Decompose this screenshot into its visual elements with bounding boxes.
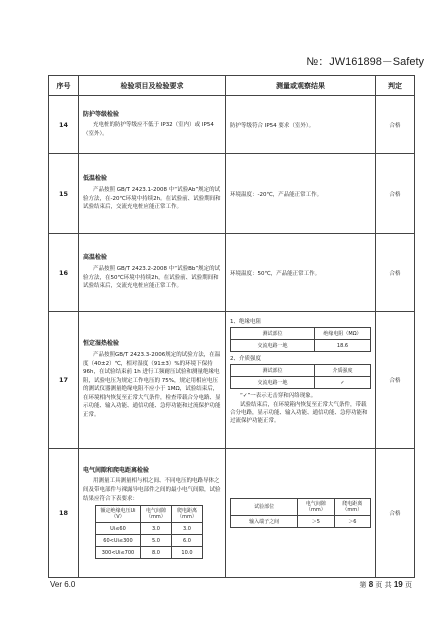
row-item — [79, 234, 226, 312]
req-voltage: Ui≤60 — [96, 523, 141, 535]
page-indicator — [359, 580, 412, 590]
dielectric-header-part: 测试部位 — [231, 365, 315, 377]
row-item — [79, 96, 226, 154]
row-result: 环境温度：50℃，产品能正常工作。 — [226, 234, 376, 312]
req-clearance: 3.0 — [140, 523, 171, 535]
document-number: №：JW161898－Safety — [306, 56, 424, 68]
row-result — [226, 312, 376, 449]
req-creepage: 6.0 — [171, 535, 202, 547]
row-no: 14 — [49, 96, 79, 154]
item-title: 电气间隙和爬电距离检验 — [83, 466, 150, 474]
meas-clearance: ＞5 — [298, 516, 334, 528]
page-prefix: 第 — [359, 581, 367, 589]
insulation-table — [230, 327, 371, 352]
insulation-title: 1、绝缘电阻 — [230, 319, 261, 325]
item-title: 恒定湿热检验 — [83, 340, 120, 348]
requirement-table — [95, 505, 203, 559]
row-verdict: 合格 — [376, 96, 415, 154]
inspection-table — [48, 75, 415, 578]
row-verdict: 合格 — [376, 154, 415, 234]
item-desc: 产品按照 GB/T 2423.2-2008 中“试验Bb”规定的试验方法，在50℃环境中持续2h，在试验前、试验期间和试验结束后，交流充电桩应能正常工作。 — [83, 265, 221, 290]
insulation-value: 18.6 — [315, 340, 371, 352]
item-title: 低温检验 — [83, 175, 108, 183]
header-result: 测量或观察结果 — [226, 76, 376, 96]
dielectric-table — [230, 364, 371, 389]
row-no: 15 — [49, 154, 79, 234]
meas-header-clearance: 电气间隙（mm） — [298, 499, 334, 516]
page-mid: 页 共 — [375, 581, 392, 589]
header-item: 检验项目及检验要求 — [79, 76, 226, 96]
table-row — [49, 449, 415, 578]
table-row — [49, 234, 415, 312]
row-result: 环境温度：-20℃，产品能正常工作。 — [226, 154, 376, 234]
row-verdict: 合格 — [376, 234, 415, 312]
page-total: 19 — [393, 580, 403, 589]
dielectric-header-value: 介质强度 — [315, 365, 371, 377]
meas-header-part: 试验部位 — [231, 499, 298, 516]
table-row — [49, 312, 415, 449]
row-no: 18 — [49, 449, 79, 578]
req-creepage: 3.0 — [171, 523, 202, 535]
table-row — [49, 96, 415, 154]
row-item — [79, 312, 226, 449]
row-result — [226, 449, 376, 578]
meas-creepage: ＞6 — [334, 516, 370, 528]
insulation-part: 交流电路一地 — [231, 340, 315, 352]
req-clearance: 8.0 — [140, 547, 171, 559]
item-title: 高温检验 — [83, 254, 108, 262]
item-desc: 充电桩的防护等级应不低于 IP32（室内）或 IP54（室外）。 — [83, 122, 214, 137]
meas-header-creepage: 爬电距离（mm） — [334, 499, 370, 516]
insulation-header-part: 测试部位 — [231, 328, 315, 340]
item-title: 防护等级检验 — [83, 110, 120, 118]
version-label: Ver 6.0 — [50, 580, 76, 589]
req-voltage: 60<Ui≤300 — [96, 535, 141, 547]
row-no: 16 — [49, 234, 79, 312]
row-item — [79, 154, 226, 234]
table-row — [49, 154, 415, 234]
item-desc: 产品按照 GB/T 2423.1-2008 中“试验Ab”规定的试验方法，在-20℃环境中持续2h。在试验前、试验期间和试验结束后，交流充电桩应能正常工作。 — [83, 186, 221, 211]
page-number: 8 — [368, 580, 374, 589]
req-header-clearance: 电气间隙（mm） — [140, 506, 171, 523]
meas-part: 输入端子之间 — [231, 516, 298, 528]
dielectric-note: “✓”一表示无击穿和闪络现象。 — [240, 393, 317, 399]
item-desc: 用测量工具测量相与相之间、不同电压的电路导体之间及带电部件与裸露导电部件之间的最小电气间隙，试验结果应符合下表要求： — [83, 478, 221, 502]
post-test-note: 试验结束后，在环境箱内恢复至正常大气条件，带载合分电路，显示功能、输入功能、通信功能、急停功能和过流保护功能正常。 — [230, 402, 368, 424]
req-voltage: 300<Ui≤700 — [96, 547, 141, 559]
dielectric-part: 交流电路一地 — [231, 377, 315, 389]
row-item — [79, 449, 226, 578]
req-creepage: 10.0 — [171, 547, 202, 559]
dielectric-value: ✓ — [315, 377, 371, 389]
row-result: 防护等级符合 IP54 要求（室外）。 — [226, 96, 376, 154]
insulation-header-value: 绝缘电阻（MΩ） — [315, 328, 371, 340]
row-verdict: 合格 — [376, 312, 415, 449]
req-header-voltage: 额定绝缘电压Ui（V） — [96, 506, 141, 523]
req-clearance: 5.0 — [140, 535, 171, 547]
dielectric-title: 2、介质强度 — [230, 356, 261, 362]
table-header-row — [49, 76, 415, 96]
row-verdict: 合格 — [376, 449, 415, 578]
item-desc: 产品按照GB/T 2423.3-2006规定的试验方法，在温度（40±2）℃，相对湿度（91±3）%的环境下保持 96h，在试验结束前 1h 进行工频耐压试验和测量绝缘电阻，试验电压为规定工作电压的 75%，规定用相应电压的测试仪器测量绝缘电阻不应小于 1MΩ，试验结束后，在环境相内恢复至正常大气条件，检查带载合分电路、显示功能、输入功能、通信功能、急停功能和过流保护功能正常。 — [83, 351, 221, 419]
page-suffix: 页 — [405, 581, 412, 589]
measurement-table — [230, 498, 371, 528]
row-no: 17 — [49, 312, 79, 449]
header-verdict: 判定 — [376, 76, 415, 96]
header-no: 序号 — [49, 76, 79, 96]
req-header-creepage: 爬电距离（mm） — [171, 506, 202, 523]
